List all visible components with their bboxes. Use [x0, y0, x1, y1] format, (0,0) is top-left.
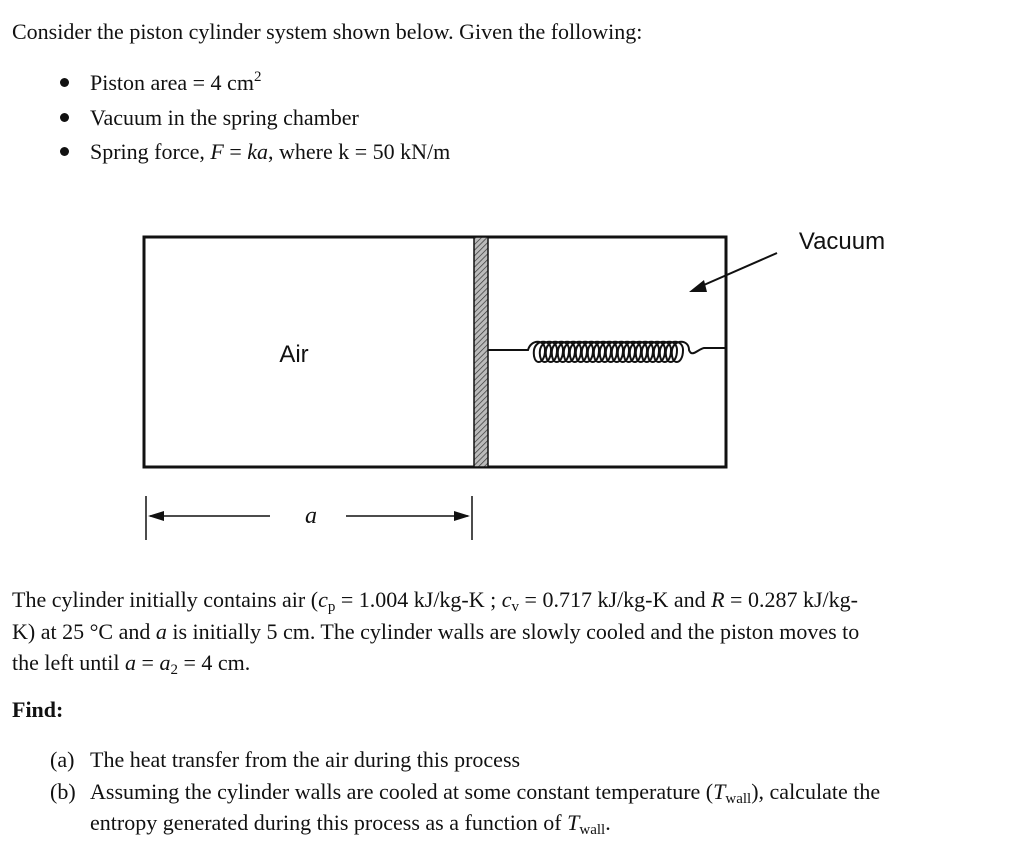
vacuum-pointer-line — [697, 253, 777, 288]
intro-text: Consider the piston cylinder system shown below. Given the following: — [12, 19, 643, 44]
paragraph-line-3: the left until $a = a_2 = 4$ cm. — [12, 650, 251, 678]
question-a — [50, 744, 880, 776]
spring-force-text: Spring force, — [90, 139, 211, 164]
question-b: (b) Assuming the cylinder walls are cooled at some constant temperature $(T_{wall})$, calculate the — [50, 776, 880, 808]
problem-paragraph — [12, 584, 1012, 679]
superscript: 2 — [253, 69, 262, 85]
air-label: Air — [279, 341, 309, 368]
piston — [474, 237, 488, 467]
dimension-arrow-left-icon — [148, 511, 164, 521]
dimension-arrow-right-icon — [454, 511, 470, 521]
spring-icon — [488, 342, 726, 362]
question-list — [50, 744, 880, 839]
var-f: F — [210, 139, 224, 164]
var-ka: ka — [247, 139, 268, 164]
equals: = — [223, 139, 248, 164]
paragraph-line-1: The cylinder initially contains air ($c_p = 1.004$ kJ/kg-K ; $c_v = 0.717$ kJ/kg-K and R = 0.287 kJ/kg- — [12, 587, 858, 615]
vacuum-text: Vacuum in the spring chamber — [90, 104, 359, 130]
vacuum-label: Vacuum — [798, 228, 886, 255]
spring-constant-text: , where k = 50 kN/m — [268, 139, 451, 164]
dimension-label: a — [305, 503, 317, 529]
question-label: (a) — [50, 747, 75, 772]
question-label: (b) — [50, 778, 76, 804]
vacuum-arrowhead-icon — [689, 280, 707, 292]
paragraph-line-2: K) at 25 °C and a is initially 5 cm. The cylinder walls are slowly cooled and the piston moves to — [12, 618, 860, 644]
question-b-continued: entropy generated during this process as a function of $T_{wall}$. — [90, 810, 611, 838]
piston-area-text: Piston area = 4 cm — [90, 70, 254, 95]
cylinder-outline — [144, 237, 726, 467]
find-heading: Find: — [12, 697, 64, 722]
question-text: The heat transfer from the air during this process — [90, 747, 521, 772]
